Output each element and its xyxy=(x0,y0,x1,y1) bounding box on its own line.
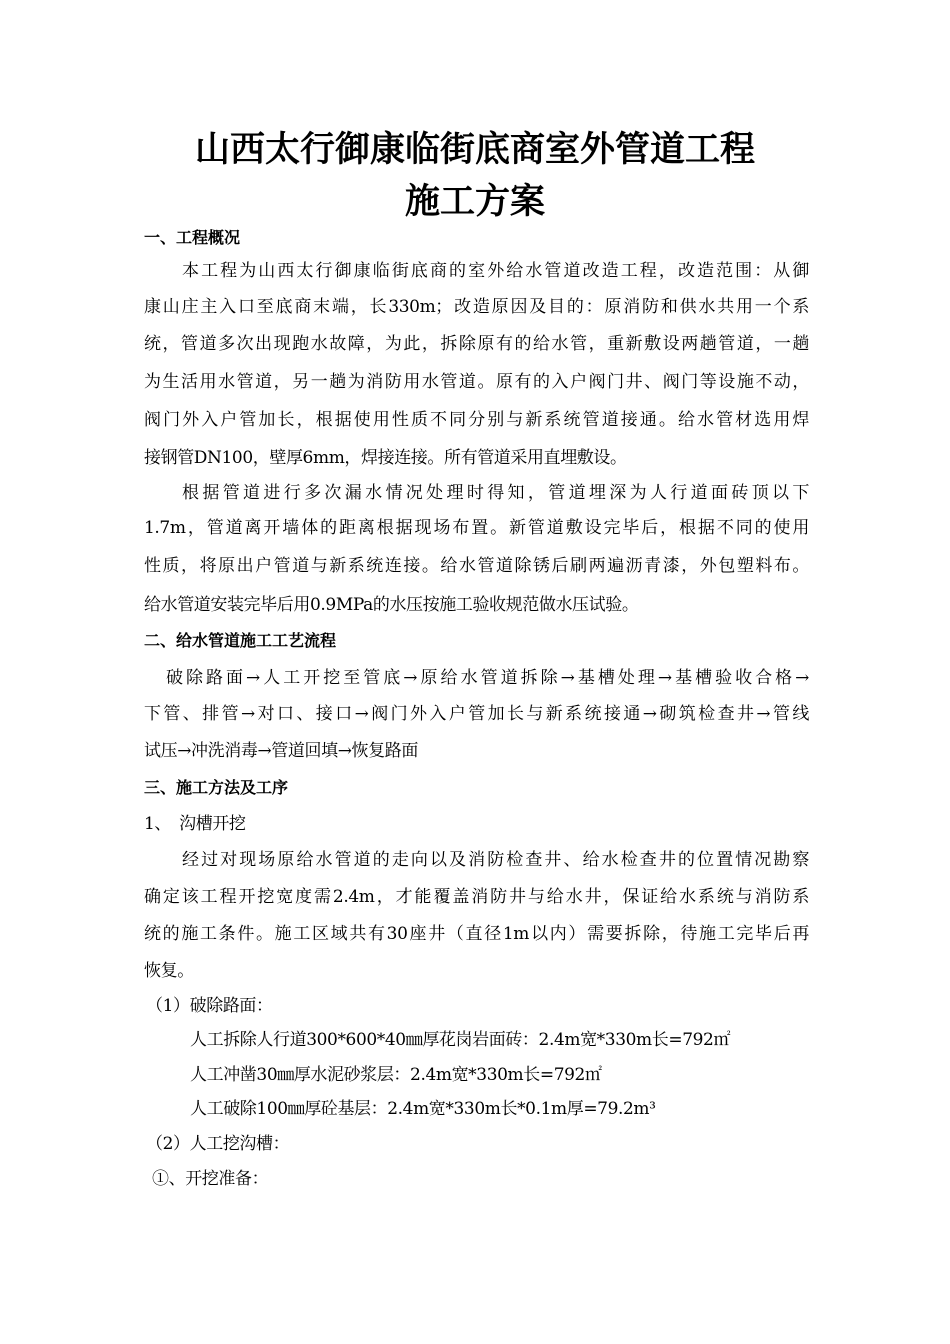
sub-item-2-point: ①、开挖准备： xyxy=(152,1169,269,1189)
sub-item-1: （1）破除路面： xyxy=(146,996,273,1016)
paragraph-line: 经过对现场原给水管道的走向以及消防检查井、给水检查井的位置情况勘察 xyxy=(182,850,809,870)
calc-line: 人工拆除人行道300*600*40㎜厚花岗岩面砖：2.4m宽*330m长=792㎡ xyxy=(190,1030,731,1050)
flow-line: 试压→冲洗消毒→管道回填→恢复路面 xyxy=(144,741,418,761)
calc-line: 人工破除100㎜厚砼基层：2.4m宽*330m长*0.1m厚=79.2m³ xyxy=(190,1099,656,1119)
section-3-heading: 三、施工方法及工序 xyxy=(144,778,289,797)
paragraph-line: 本工程为山西太行御康临街底商的室外给水管道改造工程，改造范围：从御 xyxy=(182,261,809,281)
paragraph-line: 给水管道安装完毕后用0.9MPa的水压按施工验收规范做水压试验。 xyxy=(144,595,639,615)
paragraph-line: 恢复。 xyxy=(144,961,194,981)
document-title-line-1: 山西太行御康临街底商室外管道工程 xyxy=(194,130,755,170)
paragraph-line: 性质，将原出户管道与新系统连接。给水管道除锈后刷两遍沥青漆，外包塑料布。 xyxy=(144,556,809,576)
flow-line: 破除路面→人工开挖至管底→原给水管道拆除→基槽处理→基槽验收合格→ xyxy=(166,668,809,688)
calc-line: 人工冲凿30㎜厚水泥砂浆层：2.4m宽*330m长=792㎡ xyxy=(190,1065,602,1085)
paragraph-line: 确定该工程开挖宽度需2.4m，才能覆盖消防井与给水井，保证给水系统与消防系 xyxy=(144,887,809,907)
paragraph-line: 统的施工条件。施工区域共有30座井（直径1m以内）需要拆除，待施工完毕后再 xyxy=(144,924,809,944)
sub-item-2: （2）人工挖沟槽： xyxy=(146,1134,290,1154)
item-1-heading: 1、 沟槽开挖 xyxy=(144,814,246,834)
paragraph-line: 阀门外入户管加长，根据使用性质不同分别与新系统管道接通。给水管材选用焊 xyxy=(144,410,809,430)
document-title-line-2: 施工方案 xyxy=(404,182,545,222)
section-1-heading: 一、工程概况 xyxy=(144,228,241,247)
paragraph-line: 根据管道进行多次漏水情况处理时得知，管道埋深为人行道面砖顶以下 xyxy=(182,483,809,503)
paragraph-line: 康山庄主入口至底商末端，长330m；改造原因及目的：原消防和供水共用一个系 xyxy=(144,297,809,317)
paragraph-line: 1.7m，管道离开墙体的距离根据现场布置。新管道敷设完毕后，根据不同的使用 xyxy=(144,518,809,538)
section-2-heading: 二、给水管道施工工艺流程 xyxy=(144,631,337,650)
paragraph-line: 为生活用水管道，另一趟为消防用水管道。原有的入户阀门井、阀门等设施不动， xyxy=(144,372,809,392)
paragraph-line: 接钢管DN100，壁厚6mm，焊接连接。所有管道采用直埋敷设。 xyxy=(144,448,627,468)
flow-line: 下管、排管→对口、接口→阀门外入户管加长与新系统接通→砌筑检查井→管线 xyxy=(144,704,809,724)
paragraph-line: 统，管道多次出现跑水故障，为此，拆除原有的给水管，重新敷设两趟管道，一趟 xyxy=(144,334,809,354)
